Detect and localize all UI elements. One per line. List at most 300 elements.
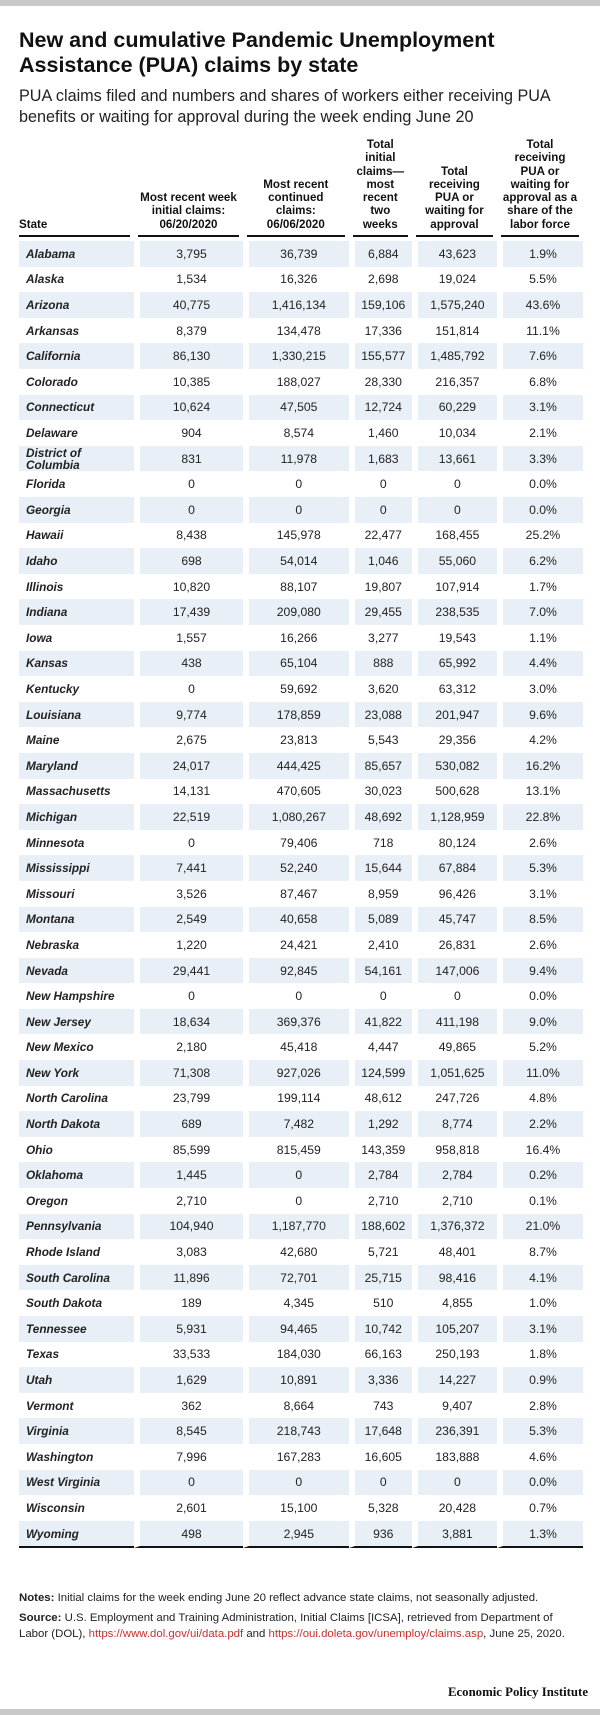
state-name-cell: Arizona: [19, 292, 134, 318]
total-receiving-cell: 9,407: [412, 1393, 497, 1419]
total-receiving-cell: 8,774: [412, 1111, 497, 1137]
initial-claims-cell: 2,601: [134, 1495, 243, 1521]
labor-force-share-cell: 1.8%: [497, 1342, 583, 1368]
continued-claims-cell: 199,114: [243, 1086, 349, 1112]
two-week-claims-cell: 188,602: [349, 1214, 412, 1240]
continued-claims-cell: 209,080: [243, 599, 349, 625]
two-week-claims-cell: 2,710: [349, 1188, 412, 1214]
continued-claims-cell: 178,859: [243, 702, 349, 728]
state-name-cell: Illinois: [19, 574, 134, 600]
initial-claims-cell: 3,526: [134, 881, 243, 907]
table-row: [19, 1137, 583, 1163]
continued-claims-cell: 54,014: [243, 548, 349, 574]
table-row: [19, 1034, 583, 1060]
two-week-claims-cell: 888: [349, 651, 412, 677]
table-row: [19, 779, 583, 805]
continued-claims-cell: 1,187,770: [243, 1214, 349, 1240]
two-week-claims-cell: 155,577: [349, 343, 412, 369]
initial-claims-cell: 1,445: [134, 1162, 243, 1188]
two-week-claims-cell: 4,447: [349, 1034, 412, 1060]
table-row: [19, 1265, 583, 1291]
total-receiving-cell: 14,227: [412, 1367, 497, 1393]
state-name-cell: Kentucky: [19, 676, 134, 702]
initial-claims-cell: 104,940: [134, 1214, 243, 1240]
continued-claims-cell: 0: [243, 983, 349, 1009]
labor-force-share-cell: 43.6%: [497, 292, 583, 318]
table-row: [19, 1214, 583, 1240]
state-name-cell: Kansas: [19, 651, 134, 677]
two-week-claims-cell: 66,163: [349, 1342, 412, 1368]
col-header-state-label: State: [19, 217, 48, 231]
labor-force-share-cell: 3.0%: [497, 676, 583, 702]
total-receiving-cell: 0: [412, 1470, 497, 1496]
labor-force-share-cell: 0.9%: [497, 1367, 583, 1393]
labor-force-share-cell: 7.0%: [497, 599, 583, 625]
labor-force-share-cell: 5.2%: [497, 1034, 583, 1060]
total-receiving-cell: 0: [412, 471, 497, 497]
total-receiving-cell: 151,814: [412, 318, 497, 344]
table-row: [19, 523, 583, 549]
labor-force-share-cell: 11.1%: [497, 318, 583, 344]
labor-force-share-cell: 22.8%: [497, 804, 583, 830]
two-week-claims-cell: 19,807: [349, 574, 412, 600]
initial-claims-cell: 0: [134, 676, 243, 702]
table-row: [19, 497, 583, 523]
col-header-initial-claims-label: Most recent week initial claims: 06/20/2020: [140, 191, 237, 231]
total-receiving-cell: 45,747: [412, 907, 497, 933]
labor-force-share-cell: 4.6%: [497, 1444, 583, 1470]
table-row: [19, 1495, 583, 1521]
state-name-cell: Michigan: [19, 804, 134, 830]
labor-force-share-cell: 9.0%: [497, 1009, 583, 1035]
two-week-claims-cell: 17,648: [349, 1418, 412, 1444]
total-receiving-cell: 250,193: [412, 1342, 497, 1368]
col-header-continued-claims: [243, 138, 349, 241]
state-name-cell: Colorado: [19, 369, 134, 395]
initial-claims-cell: 698: [134, 548, 243, 574]
two-week-claims-cell: 1,683: [349, 446, 412, 472]
state-name-cell: Mississippi: [19, 855, 134, 881]
continued-claims-cell: 79,406: [243, 830, 349, 856]
initial-claims-cell: 40,775: [134, 292, 243, 318]
initial-claims-cell: 10,820: [134, 574, 243, 600]
total-receiving-cell: 3,881: [412, 1521, 497, 1549]
total-receiving-cell: 216,357: [412, 369, 497, 395]
source-link-claims[interactable]: https://oui.doleta.gov/unemploy/claims.asp: [268, 1628, 484, 1640]
initial-claims-cell: 189: [134, 1290, 243, 1316]
continued-claims-cell: 184,030: [243, 1342, 349, 1368]
continued-claims-cell: 1,330,215: [243, 343, 349, 369]
total-receiving-cell: 13,661: [412, 446, 497, 472]
two-week-claims-cell: 3,620: [349, 676, 412, 702]
source-line: [19, 1610, 579, 1642]
state-name-cell: Oklahoma: [19, 1162, 134, 1188]
total-receiving-cell: 1,485,792: [412, 343, 497, 369]
total-receiving-cell: 107,914: [412, 574, 497, 600]
total-receiving-cell: 411,198: [412, 1009, 497, 1035]
labor-force-share-cell: 11.0%: [497, 1060, 583, 1086]
table-row: [19, 1239, 583, 1265]
state-name-cell: West Virginia: [19, 1470, 134, 1496]
source-text: U.S. Employment and Training Administration, Initial Claims [ICSA], retrieved from Department of Labor (DOL),: [19, 1612, 553, 1640]
two-week-claims-cell: 1,460: [349, 420, 412, 446]
labor-force-share-cell: 4.2%: [497, 727, 583, 753]
total-receiving-cell: 19,543: [412, 625, 497, 651]
initial-claims-cell: 438: [134, 651, 243, 677]
state-name-cell: Vermont: [19, 1393, 134, 1419]
state-name-cell: Georgia: [19, 497, 134, 523]
initial-claims-cell: 689: [134, 1111, 243, 1137]
total-receiving-cell: 80,124: [412, 830, 497, 856]
labor-force-share-cell: 4.1%: [497, 1265, 583, 1291]
two-week-claims-cell: 5,089: [349, 907, 412, 933]
table-row: [19, 855, 583, 881]
claims-table: [19, 138, 583, 1548]
initial-claims-cell: 1,557: [134, 625, 243, 651]
state-name-cell: Alaska: [19, 267, 134, 293]
initial-claims-cell: 18,634: [134, 1009, 243, 1035]
table-row: [19, 881, 583, 907]
col-header-initial-claims: [134, 138, 243, 241]
continued-claims-cell: 11,978: [243, 446, 349, 472]
initial-claims-cell: 3,795: [134, 241, 243, 267]
continued-claims-cell: 7,482: [243, 1111, 349, 1137]
continued-claims-cell: 87,467: [243, 881, 349, 907]
continued-claims-cell: 188,027: [243, 369, 349, 395]
initial-claims-cell: 0: [134, 497, 243, 523]
initial-claims-cell: 24,017: [134, 753, 243, 779]
header-rule: [247, 235, 345, 237]
labor-force-share-cell: 2.8%: [497, 1393, 583, 1419]
labor-force-share-cell: 6.2%: [497, 548, 583, 574]
state-name-cell: Connecticut: [19, 395, 134, 421]
continued-claims-cell: 0: [243, 1470, 349, 1496]
total-receiving-cell: 0: [412, 983, 497, 1009]
state-name-cell: Massachusetts: [19, 779, 134, 805]
continued-claims-cell: 47,505: [243, 395, 349, 421]
initial-claims-cell: 29,441: [134, 958, 243, 984]
table-row: [19, 574, 583, 600]
labor-force-share-cell: 1.3%: [497, 1521, 583, 1549]
state-name-cell: Hawaii: [19, 523, 134, 549]
col-header-two-week-claims: [349, 138, 412, 241]
continued-claims-cell: 218,743: [243, 1418, 349, 1444]
initial-claims-cell: 17,439: [134, 599, 243, 625]
total-receiving-cell: 247,726: [412, 1086, 497, 1112]
total-receiving-cell: 1,051,625: [412, 1060, 497, 1086]
table-row: [19, 1393, 583, 1419]
total-receiving-cell: 183,888: [412, 1444, 497, 1470]
initial-claims-cell: 1,220: [134, 932, 243, 958]
labor-force-share-cell: 4.4%: [497, 651, 583, 677]
state-name-cell: North Dakota: [19, 1111, 134, 1137]
continued-claims-cell: 444,425: [243, 753, 349, 779]
state-name-cell: Idaho: [19, 548, 134, 574]
source-link-dol[interactable]: https://www.dol.gov/ui/data.pdf: [88, 1628, 244, 1640]
state-name-cell: Rhode Island: [19, 1239, 134, 1265]
source-and: and: [246, 1628, 266, 1640]
state-name-cell: Texas: [19, 1342, 134, 1368]
state-name-cell: New Mexico: [19, 1034, 134, 1060]
continued-claims-cell: 36,739: [243, 241, 349, 267]
labor-force-share-cell: 4.8%: [497, 1086, 583, 1112]
table-row: [19, 318, 583, 344]
col-header-state: [19, 138, 134, 241]
two-week-claims-cell: 6,884: [349, 241, 412, 267]
total-receiving-cell: 60,229: [412, 395, 497, 421]
state-name-cell: Florida: [19, 471, 134, 497]
two-week-claims-cell: 936: [349, 1521, 412, 1549]
two-week-claims-cell: 29,455: [349, 599, 412, 625]
table-body: [19, 241, 583, 1548]
continued-claims-cell: 0: [243, 497, 349, 523]
col-header-total-receiving-label: Total receiving PUA or waiting for approval: [425, 164, 484, 231]
table-row: [19, 727, 583, 753]
continued-claims-cell: 45,418: [243, 1034, 349, 1060]
two-week-claims-cell: 85,657: [349, 753, 412, 779]
state-name-cell: Iowa: [19, 625, 134, 651]
initial-claims-cell: 22,519: [134, 804, 243, 830]
table-row: [19, 651, 583, 677]
initial-claims-cell: 0: [134, 830, 243, 856]
continued-claims-cell: 52,240: [243, 855, 349, 881]
labor-force-share-cell: 16.4%: [497, 1137, 583, 1163]
top-border: [0, 0, 600, 6]
header-rule: [416, 235, 493, 237]
continued-claims-cell: 40,658: [243, 907, 349, 933]
table-row: [19, 1342, 583, 1368]
initial-claims-cell: 33,533: [134, 1342, 243, 1368]
continued-claims-cell: 72,701: [243, 1265, 349, 1291]
initial-claims-cell: 2,675: [134, 727, 243, 753]
labor-force-share-cell: 7.6%: [497, 343, 583, 369]
state-name-cell: Indiana: [19, 599, 134, 625]
table-row: [19, 420, 583, 446]
initial-claims-cell: 831: [134, 446, 243, 472]
labor-force-share-cell: 3.3%: [497, 446, 583, 472]
total-receiving-cell: 43,623: [412, 241, 497, 267]
continued-claims-cell: 470,605: [243, 779, 349, 805]
continued-claims-cell: 42,680: [243, 1239, 349, 1265]
state-name-cell: Oregon: [19, 1188, 134, 1214]
table-row: [19, 625, 583, 651]
table-row: [19, 1162, 583, 1188]
state-name-cell: California: [19, 343, 134, 369]
continued-claims-cell: 59,692: [243, 676, 349, 702]
table-row: [19, 395, 583, 421]
two-week-claims-cell: 718: [349, 830, 412, 856]
header: [19, 28, 581, 127]
initial-claims-cell: 0: [134, 1470, 243, 1496]
state-name-cell: South Carolina: [19, 1265, 134, 1291]
table-row: [19, 241, 583, 267]
two-week-claims-cell: 510: [349, 1290, 412, 1316]
state-name-cell: New Jersey: [19, 1009, 134, 1035]
table-row: [19, 446, 583, 472]
continued-claims-cell: 145,978: [243, 523, 349, 549]
table-row: [19, 1470, 583, 1496]
state-name-cell: Minnesota: [19, 830, 134, 856]
labor-force-share-cell: 1.1%: [497, 625, 583, 651]
total-receiving-cell: 55,060: [412, 548, 497, 574]
two-week-claims-cell: 1,292: [349, 1111, 412, 1137]
initial-claims-cell: 8,545: [134, 1418, 243, 1444]
two-week-claims-cell: 2,698: [349, 267, 412, 293]
labor-force-share-cell: 21.0%: [497, 1214, 583, 1240]
total-receiving-cell: 20,428: [412, 1495, 497, 1521]
labor-force-share-cell: 9.6%: [497, 702, 583, 728]
continued-claims-cell: 0: [243, 471, 349, 497]
state-name-cell: South Dakota: [19, 1290, 134, 1316]
labor-force-share-cell: 6.8%: [497, 369, 583, 395]
labor-force-share-cell: 0.2%: [497, 1162, 583, 1188]
two-week-claims-cell: 0: [349, 1470, 412, 1496]
continued-claims-cell: 167,283: [243, 1444, 349, 1470]
table-row: [19, 1418, 583, 1444]
table-row: [19, 1444, 583, 1470]
two-week-claims-cell: 2,410: [349, 932, 412, 958]
notes-text: Initial claims for the week ending June 20 reflect advance state claims, not seasonally adjusted.: [57, 1592, 539, 1604]
labor-force-share-cell: 9.4%: [497, 958, 583, 984]
table-row: [19, 599, 583, 625]
labor-force-share-cell: 1.9%: [497, 241, 583, 267]
two-week-claims-cell: 8,959: [349, 881, 412, 907]
labor-force-share-cell: 3.1%: [497, 1316, 583, 1342]
state-name-cell: Alabama: [19, 241, 134, 267]
total-receiving-cell: 168,455: [412, 523, 497, 549]
initial-claims-cell: 3,083: [134, 1239, 243, 1265]
col-header-total-receiving: [412, 138, 497, 241]
two-week-claims-cell: 17,336: [349, 318, 412, 344]
continued-claims-cell: 24,421: [243, 932, 349, 958]
labor-force-share-cell: 3.1%: [497, 395, 583, 421]
state-name-cell: Arkansas: [19, 318, 134, 344]
total-receiving-cell: 238,535: [412, 599, 497, 625]
total-receiving-cell: 236,391: [412, 1418, 497, 1444]
initial-claims-cell: 10,385: [134, 369, 243, 395]
col-header-labor-force-share-label: Total receiving PUA or waiting for approval as a share of the labor force: [502, 138, 578, 231]
labor-force-share-cell: 16.2%: [497, 753, 583, 779]
two-week-claims-cell: 3,277: [349, 625, 412, 651]
continued-claims-cell: 134,478: [243, 318, 349, 344]
state-name-cell: Wyoming: [19, 1521, 134, 1549]
state-name-cell: Delaware: [19, 420, 134, 446]
total-receiving-cell: 10,034: [412, 420, 497, 446]
header-rule: [353, 235, 408, 237]
notes-line: [19, 1590, 579, 1606]
chart-title: New and cumulative Pandemic Unemployment Assistance (PUA) claims by state: [19, 28, 495, 77]
col-header-two-week-claims-label: Total initial claims— most recent two weeks: [356, 138, 405, 231]
labor-force-share-cell: 0.0%: [497, 1470, 583, 1496]
state-name-cell: Tennessee: [19, 1316, 134, 1342]
table-row: [19, 753, 583, 779]
continued-claims-cell: 92,845: [243, 958, 349, 984]
continued-claims-cell: 369,376: [243, 1009, 349, 1035]
state-name-cell: Maine: [19, 727, 134, 753]
total-receiving-cell: 201,947: [412, 702, 497, 728]
initial-claims-cell: 498: [134, 1521, 243, 1549]
labor-force-share-cell: 0.7%: [497, 1495, 583, 1521]
labor-force-share-cell: 5.5%: [497, 267, 583, 293]
labor-force-share-cell: 0.0%: [497, 471, 583, 497]
initial-claims-cell: 8,438: [134, 523, 243, 549]
two-week-claims-cell: 159,106: [349, 292, 412, 318]
initial-claims-cell: 23,799: [134, 1086, 243, 1112]
two-week-claims-cell: 5,543: [349, 727, 412, 753]
state-name-cell: Utah: [19, 1367, 134, 1393]
initial-claims-cell: 0: [134, 983, 243, 1009]
col-header-continued-claims-label: Most recent continued claims: 06/06/2020: [263, 177, 329, 231]
initial-claims-cell: 85,599: [134, 1137, 243, 1163]
state-name-cell: North Carolina: [19, 1086, 134, 1112]
continued-claims-cell: 0: [243, 1162, 349, 1188]
total-receiving-cell: 2,784: [412, 1162, 497, 1188]
initial-claims-cell: 7,996: [134, 1444, 243, 1470]
continued-claims-cell: 927,026: [243, 1060, 349, 1086]
total-receiving-cell: 500,628: [412, 779, 497, 805]
two-week-claims-cell: 23,088: [349, 702, 412, 728]
table-row: [19, 804, 583, 830]
state-name-cell: Nebraska: [19, 932, 134, 958]
continued-claims-cell: 94,465: [243, 1316, 349, 1342]
continued-claims-cell: 23,813: [243, 727, 349, 753]
total-receiving-cell: 96,426: [412, 881, 497, 907]
two-week-claims-cell: 0: [349, 471, 412, 497]
labor-force-share-cell: 5.3%: [497, 855, 583, 881]
continued-claims-cell: 2,945: [243, 1521, 349, 1549]
two-week-claims-cell: 25,715: [349, 1265, 412, 1291]
brand-logo: Economic Policy Institute: [447, 1685, 588, 1699]
total-receiving-cell: 0: [412, 497, 497, 523]
labor-force-share-cell: 0.0%: [497, 983, 583, 1009]
state-name-cell: Maryland: [19, 753, 134, 779]
labor-force-share-cell: 2.6%: [497, 830, 583, 856]
two-week-claims-cell: 0: [349, 983, 412, 1009]
continued-claims-cell: 8,664: [243, 1393, 349, 1419]
initial-claims-cell: 2,549: [134, 907, 243, 933]
table-row: [19, 1316, 583, 1342]
total-receiving-cell: 1,376,372: [412, 1214, 497, 1240]
initial-claims-cell: 11,896: [134, 1265, 243, 1291]
table-row: [19, 548, 583, 574]
initial-claims-cell: 904: [134, 420, 243, 446]
continued-claims-cell: 15,100: [243, 1495, 349, 1521]
initial-claims-cell: 9,774: [134, 702, 243, 728]
source-label: Source:: [19, 1612, 62, 1624]
table-row: [19, 292, 583, 318]
total-receiving-cell: 19,024: [412, 267, 497, 293]
initial-claims-cell: 1,629: [134, 1367, 243, 1393]
state-name-cell: Ohio: [19, 1137, 134, 1163]
two-week-claims-cell: 3,336: [349, 1367, 412, 1393]
total-receiving-cell: 2,710: [412, 1188, 497, 1214]
chart-subtitle: PUA claims filed and numbers and shares of workers either receiving PUA benefits or waiting for approval during the week ending June 20: [19, 87, 550, 126]
table-row: [19, 471, 583, 497]
two-week-claims-cell: 48,612: [349, 1086, 412, 1112]
labor-force-share-cell: 25.2%: [497, 523, 583, 549]
initial-claims-cell: 10,624: [134, 395, 243, 421]
two-week-claims-cell: 1,046: [349, 548, 412, 574]
table-row: [19, 983, 583, 1009]
continued-claims-cell: 0: [243, 1188, 349, 1214]
total-receiving-cell: 65,992: [412, 651, 497, 677]
state-name-cell: Missouri: [19, 881, 134, 907]
total-receiving-cell: 67,884: [412, 855, 497, 881]
two-week-claims-cell: 48,692: [349, 804, 412, 830]
two-week-claims-cell: 124,599: [349, 1060, 412, 1086]
total-receiving-cell: 105,207: [412, 1316, 497, 1342]
initial-claims-cell: 362: [134, 1393, 243, 1419]
